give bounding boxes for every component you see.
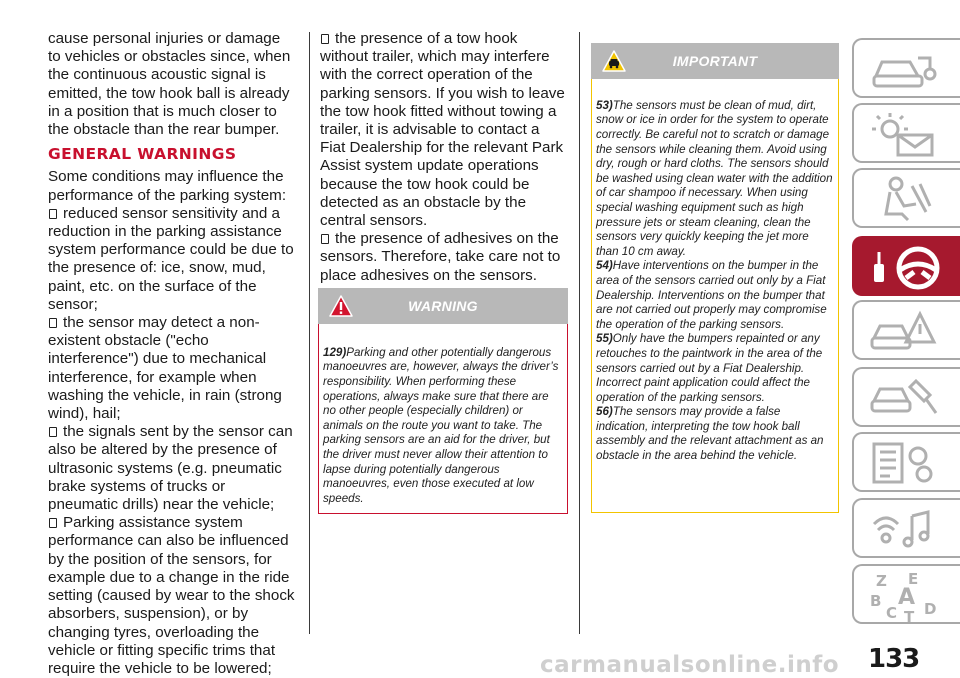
bullet-box-icon bbox=[49, 427, 57, 437]
tab-multimedia[interactable] bbox=[852, 498, 960, 558]
column-divider bbox=[579, 32, 580, 634]
tab-technical-data[interactable] bbox=[852, 432, 960, 492]
column-left bbox=[48, 30, 296, 678]
tab-emergency[interactable] bbox=[852, 300, 960, 360]
important-car-icon bbox=[601, 49, 627, 76]
svg-text:T: T bbox=[904, 608, 915, 622]
tab-maintenance[interactable] bbox=[852, 367, 960, 427]
bullet-box-icon bbox=[321, 234, 329, 244]
important-item: 55)Only have the bumpers repainted or any retouches to the paintwork in the area of the sensors carried out by a Fiat Dealership. Incorrect paint application could affect the operation of the parking sensors. bbox=[596, 332, 823, 404]
tab-warning-lights[interactable] bbox=[852, 103, 960, 163]
warning-title: WARNING bbox=[408, 297, 478, 314]
important-item: 54)Have interventions on the bumper in the area of the sensors carried out only by a Fiat Dealership. Interventions on the bumper that are not carried out properly may compromise the operation of the parking sensors. bbox=[596, 259, 827, 331]
conditions-paragraph: Some conditions may influence the performance of the parking system: bbox=[48, 168, 287, 204]
svg-text:Z: Z bbox=[876, 572, 887, 590]
warning-number: 129) bbox=[323, 345, 347, 359]
important-header bbox=[591, 43, 839, 79]
page-number: 133 bbox=[868, 644, 920, 674]
warning-body bbox=[319, 324, 567, 507]
warning-lights-envelope-icon bbox=[868, 111, 948, 157]
svg-text:E: E bbox=[908, 572, 919, 588]
important-title: IMPORTANT bbox=[672, 52, 758, 69]
bullet-item: reduced sensor sensitivity and a reduction in the parking assistance system performance could be due to the presence of: ice, snow, mud, paint, etc. on the surface of the sensor; bbox=[48, 204, 294, 313]
alphabetical-index-icon bbox=[868, 572, 948, 622]
important-body bbox=[592, 79, 838, 464]
bullet-item: the presence of a tow hook without trailer, which may interfere with the correct operation of the parking sensors. If you wish to leave the tow hook fitted without towing a trailer, it is advisable to contact a Fiat Dealership for the relevant Park Assist system update operations because the tow hook could be detected as an obstacle by the central sensors. bbox=[320, 30, 565, 230]
bullet-item: the presence of adhesives on the sensors. Therefore, take care not to place adhesives on the sensors. bbox=[320, 230, 561, 284]
bullet-item: the sensor may detect a non-existent obstacle ("echo interference") due to mechanical interference, for example when washing the vehicle, in rain (strong wind), hail; bbox=[48, 314, 282, 423]
important-box bbox=[591, 43, 839, 513]
emergency-road-icon bbox=[868, 308, 948, 354]
car-dashboard-icon bbox=[868, 46, 948, 92]
key-steering-wheel-icon bbox=[868, 244, 948, 294]
svg-text:C: C bbox=[886, 604, 898, 622]
watermark: carmanualsonline.info bbox=[540, 652, 840, 678]
bullet-box-icon bbox=[321, 34, 329, 44]
bullet-box-icon bbox=[49, 518, 57, 528]
warning-triangle-icon bbox=[328, 294, 354, 321]
section-heading: GENERAL WARNINGS bbox=[48, 145, 237, 164]
svg-text:D: D bbox=[924, 600, 937, 618]
car-maintenance-icon bbox=[868, 375, 948, 421]
multimedia-icon bbox=[868, 506, 948, 552]
important-item: 53)The sensors must be clean of mud, dirt, snow or ice in order for the system to operate correctly. Be careful not to scratch or damage the sensors while cleaning them. Avoid using dry, rough or hard cloths. The sensors should be washed using clean water with the addition of car shampoo if necessary. When using special washing equipment such as high pressure jets or steam cleaning, clean the sensors very quickly keeping the jet more than 10 cm away. bbox=[596, 98, 833, 258]
tab-safety[interactable] bbox=[852, 168, 960, 228]
tab-index[interactable] bbox=[852, 564, 960, 624]
tab-starting-driving[interactable] bbox=[852, 236, 960, 296]
tab-dashboard[interactable] bbox=[852, 38, 960, 98]
bullet-item: Parking assistance system performance can also be influenced by the position of the sensors, for example due to a change in the ride setting (caused by wear to the shock absorbers, suspension), or by changing tyres, overloading the vehicle or fitting specific trims that require the vehicle to be lowered; bbox=[48, 514, 295, 677]
intro-paragraph: cause personal injuries or damage to vehicles or obstacles since, when the continuous acoustic signal is emitted, the tow hook ball is already in a position that is much closer to the obstacle than the rear bumper. bbox=[48, 30, 291, 139]
bullet-item: the signals sent by the sensor can also be altered by the presence of ultrasonic systems (e.g. pneumatic brake systems of trucks or pneumatic drills) near the vehicle; bbox=[48, 423, 293, 514]
svg-text:B: B bbox=[870, 592, 882, 610]
bullet-box-icon bbox=[49, 318, 57, 328]
warning-box bbox=[318, 288, 568, 514]
column-divider bbox=[309, 32, 310, 634]
column-middle bbox=[320, 30, 568, 285]
svg-text:A: A bbox=[898, 585, 916, 610]
warning-text: Parking and other potentially dangerous manoeuvres are, however, always the driver’s responsibility. When performing these operations, always make sure that there are no other people (especially children) or animals on the route you want to take. The parking sensors are an aid for the driver, but the driver must never allow their attention to lapse during potentially dangerous manoeuvres, even those executed at low speeds. bbox=[323, 345, 559, 505]
bullet-box-icon bbox=[49, 209, 57, 219]
technical-data-icon bbox=[868, 440, 948, 486]
warning-header bbox=[318, 288, 568, 324]
seat-safety-icon bbox=[868, 176, 948, 222]
important-item: 56)The sensors may provide a false indication, interpreting the tow hook ball assembly and the relevant attachment as an obstacle in the area behind the vehicle. bbox=[596, 405, 824, 463]
